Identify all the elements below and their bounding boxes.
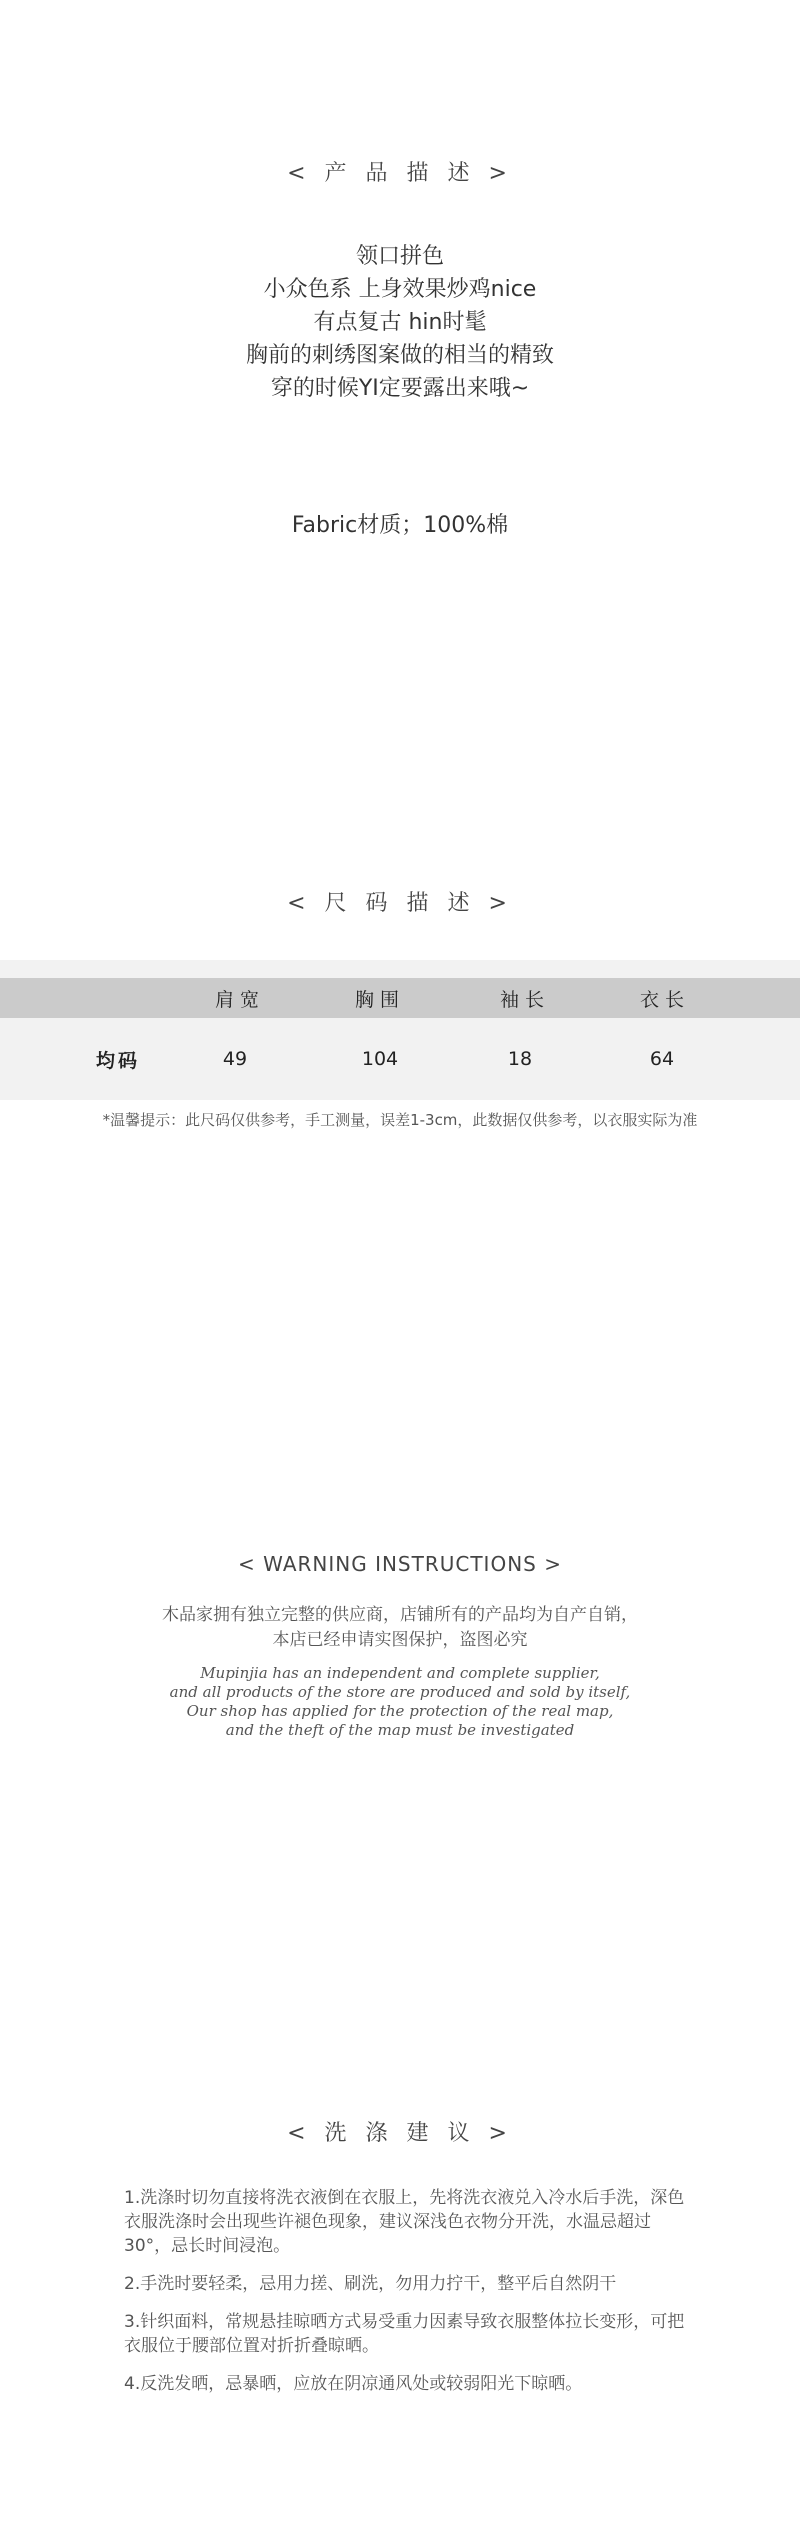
care-instructions <box>124 2186 694 2410</box>
list-item: 3.针织面料，常规悬挂晾晒方式易受重力因素导致衣服整体拉长变形，可把衣服位于腰部位置对折折叠晾晒。 <box>124 2312 685 2356</box>
warning-title: < WARNING INSTRUCTIONS > <box>238 1552 562 1576</box>
care-section-title: < 洗 涤 建 议 > <box>287 2121 513 2146</box>
row-label-size: 均码 <box>95 1049 140 1072</box>
description-line: 穿的时候YI定要露出来哦~ <box>270 376 530 401</box>
warning-cn-line: 木品家拥有独立完整的供应商，店铺所有的产品均为自产自销， <box>162 1605 638 1625</box>
cell-shoulder: 49 <box>222 1048 248 1070</box>
description-line: 小众色系 上身效果炒鸡nice <box>263 277 537 302</box>
size-table-top-band <box>0 960 800 978</box>
header-sleeve: 袖长 <box>499 988 550 1011</box>
list-item: 2.手洗时要轻柔，忌用力搓、刷洗，勿用力拧干，整平后自然阴干 <box>124 2274 617 2294</box>
size-note: *温馨提示：此尺码仅供参考，手工测量，误差1-3cm，此数据仅供参考，以衣服实际为准 <box>102 1111 698 1129</box>
warning-en-line: Mupinjia has an independent and complete supplier, <box>200 1664 600 1682</box>
cell-chest: 104 <box>361 1048 399 1070</box>
size-section-title: < 尺 码 描 述 > <box>287 891 513 916</box>
product-description <box>0 240 800 405</box>
warning-cn-line: 本店已经申请实图保护，盗图必究 <box>272 1630 528 1650</box>
header-chest: 胸围 <box>354 988 405 1011</box>
header-length: 衣长 <box>639 988 690 1011</box>
warning-text-cn <box>0 1603 800 1653</box>
description-line: 胸前的刺绣图案做的相当的精致 <box>245 343 554 368</box>
description-line: 领口拼色 <box>355 244 444 269</box>
description-line: 有点复古 hin时髦 <box>313 310 487 335</box>
product-section-title: < 产 品 描 述 > <box>287 161 513 186</box>
fabric-info: Fabric材质；100%棉 <box>291 513 509 538</box>
list-item: 1.洗涤时切勿直接将洗衣液倒在衣服上，先将洗衣液兑入冷水后手洗，深色衣服洗涤时会出现些许褪色现象，建议深浅色衣物分开洗，水温忌超过30°，忌长时间浸泡。 <box>124 2188 685 2256</box>
header-shoulder: 肩宽 <box>214 988 265 1011</box>
size-table <box>0 960 800 1100</box>
cell-length: 64 <box>649 1048 675 1070</box>
size-table-header <box>0 978 800 1018</box>
list-item: 4.反洗发晒，忌暴晒，应放在阴凉通风处或较弱阳光下晾晒。 <box>124 2374 583 2394</box>
warning-en-line: Our shop has applied for the protection of the real map, <box>186 1702 614 1720</box>
warning-en-line: and all products of the store are produced and sold by itself, <box>169 1683 631 1701</box>
table-row <box>0 1018 800 1100</box>
warning-en-line: and the theft of the map must be investigated <box>225 1721 575 1739</box>
cell-sleeve: 18 <box>507 1048 533 1070</box>
warning-text-en <box>0 1664 800 1740</box>
